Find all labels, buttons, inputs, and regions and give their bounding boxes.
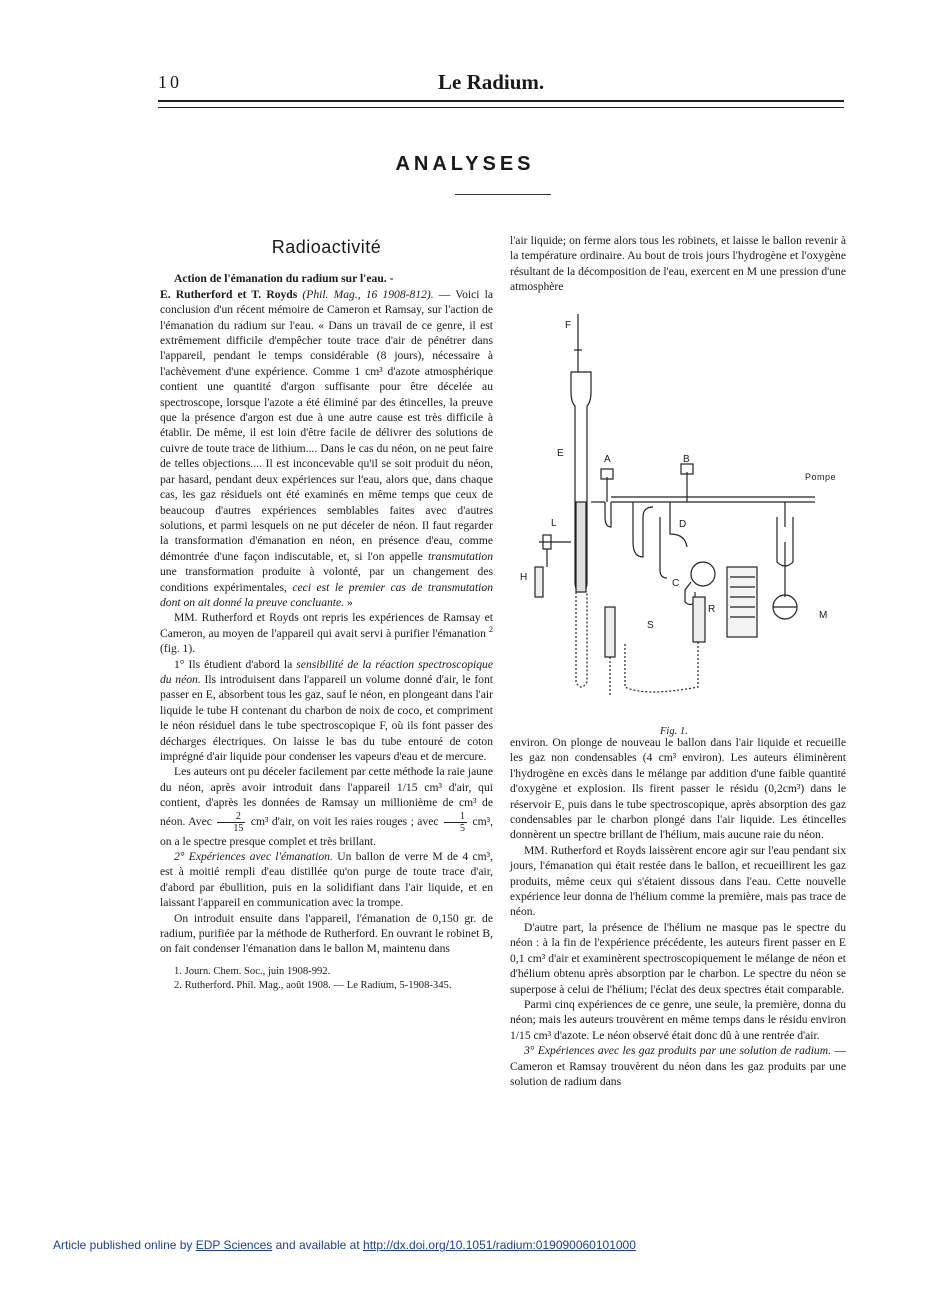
label-D: D (679, 519, 687, 530)
subsection-title: Radioactivité (271, 237, 382, 257)
emphasis-heading: 2° Expériences avec l'émanation. (174, 850, 333, 864)
paragraph-text: — Voici la conclusion d'un récent mémoire de Cameron et Ramsay, sur l'action de l'émanation du radium sur l'eau. « Dans un travail de ce genre, il est extrêmement difficile d'empêcher toute trace d'air de pénétrer dans l'appareil, pendant le temps considérable (8 jours), nécessaire à l'achèvement d'une expérience. Comme 1 cm³ d'azote atmosphérique contient une quantité d'argon suffisante pour être décelée au spectroscope, lorsque l'azote a été éliminé par des étincelles, la preuve que la présence d'argon est due à une autre cause est très difficile à établir. De même, il est loin d'être facile de délivrer des solutions de cuivre de toute trace de lithium.... Dans le cas du néon, on ne peut faire de telles objections.... Il est inconcevable qu'il se soit produit du néon, par hasard, pendant deux expériences sur l'eau, alors que, dans chaque cas, les gaz résiduels ont été examinés en même temps que ceux de beaucoup d'autres expériences semblables faites avec d'autres solutions, et parmi lesquels on ne put déceler de néon. Il faut regarder la transformation d'émanation en néon, en présence d'eau, comme démontrée d'une façon indiscutable, et, si l'on appelle (160, 287, 494, 563)
footer-prefix: Article published online by (53, 1238, 193, 1252)
header-rule (158, 100, 844, 108)
label-pompe: Pompe (805, 472, 837, 482)
footer-middle: and available at (275, 1238, 360, 1252)
emphasis-quote: ceci est le premier cas de transmutation dont on ait donné la preuve concluante. (160, 580, 493, 609)
article-title: Action de l'émanation du radium sur l'eau. - (174, 272, 394, 286)
label-C: C (672, 578, 680, 589)
article-paragraph-5 (160, 849, 493, 911)
apparatus-figure (515, 302, 845, 742)
footnotes (160, 965, 493, 993)
section-divider (455, 194, 551, 195)
label-M: M (819, 610, 828, 621)
doi-link[interactable]: http://dx.doi.org/10.1051/radium:019090060101000 (363, 1238, 636, 1252)
fraction: $\frac{1}{5}$ (444, 811, 467, 834)
label-S: S (647, 620, 654, 631)
emphasis-sensitivity: sensibilité de la réaction spectroscopique du néon. (160, 657, 493, 686)
page-number: 10 (158, 72, 182, 92)
publisher-link[interactable]: EDP Sciences (195, 1238, 273, 1252)
figure-caption: Fig. 1. (660, 726, 688, 737)
article-paragraph-7: l'air liquide; on ferme alors tous les robinets, et laisse le ballon revenir à la température ordinaire. Au bout de trois jours l'hydrogène et l'oxygène résultant de la décomposition de l'eau, exercent en M une pression d'une atmosphère (510, 234, 846, 294)
section-title: ANALYSES (395, 153, 535, 175)
left-column (160, 236, 493, 993)
article-paragraph-1 (160, 271, 493, 610)
article-paragraph-3 (160, 657, 493, 765)
paragraph-text: 1° Ils étudient d'abord la (174, 657, 293, 671)
footnote-1: 1. Journ. Chem. Soc., juin 1908-992. (174, 965, 331, 977)
emphasis-heading: 3° Expériences avec les gaz produits par une solution de radium. (524, 1044, 831, 1058)
label-B: B (683, 454, 690, 465)
right-column-top (510, 233, 846, 295)
paragraph-text: cm³ d'air, on voit les raies rouges ; avec (250, 814, 439, 828)
label-R: R (708, 604, 716, 615)
label-H: H (520, 572, 528, 583)
footnote-2: 2. Rutherford. Phil. Mag., août 1908. — Le Radium, 5-1908-345. (174, 979, 452, 991)
article-paragraph-12 (510, 1043, 846, 1089)
paragraph-text: Ils introduisent dans l'appareil un volume donné d'air, le font passer en E, absorbent tous les gaz, sauf le néon, en plongeant dans l'air liquide le tube H contenant du charbon de noix de coco, et compriment le néon résiduel dans le tube spectroscopique F, où ils font passer des décharges électriques. On laisse le bas du tube entouré de coton imprégné d'air liquide pour condenser les vapeurs d'eau et de mercure. (160, 672, 493, 763)
paragraph-text: Un ballon de verre M de 4 cm³, est à moitié rempli d'eau distillée qu'on purge de toute trace d'air, d'abord par ébullition, puis en la solidifiant dans l'air liquide, et en laissant l'appareil en communication avec la trompe. (160, 850, 494, 910)
article-paragraph-9: MM. Rutherford et Royds laissèrent encore agir sur l'eau pendant six jours, l'émanation qui était restée dans le ballon, et recueillirent les gaz produits, même ceux qui s'étaient dissous dans l'eau. Cette nouvelle expérience leur donna de l'hélium comme la première, mais pas trace de néon. (510, 843, 846, 919)
running-header (158, 70, 844, 98)
label-L: L (551, 518, 557, 529)
apparatus-diagram (515, 302, 845, 722)
article-paragraph-4 (160, 764, 493, 849)
paragraph-text: MM. Rutherford et Royds ont repris les expériences de Ramsay et Cameron, au moyen de l'appareil qui avait servi à purifier l'émanation (160, 611, 493, 640)
paragraph-text: une transformation produite à volonté, par un changement des conditions expérimentales, (160, 565, 493, 594)
article-paragraph-6: On introduit ensuite dans l'appareil, l'émanation de 0,150 gr. de radium, purifiée par la méthode de Rutherford. En ouvrant le robinet B, on fait condenser l'émanation dans le ballon M, maintenu dans (160, 911, 493, 956)
article-authors: E. Rutherford et T. Royds (160, 287, 298, 301)
fraction: $\frac{2}{15}$ (217, 811, 245, 834)
paragraph-text: cm³, on a le spectre presque complet et très brillant. (160, 814, 493, 848)
footnote-ref: 2 (489, 624, 493, 634)
article-paragraph-8: environ. On plonge de nouveau le ballon dans l'air liquide et recueille les gaz non condensables (4 cm³ environ). Les auteurs éliminèrent l'hydrogène en excès dans le mélange par addition d'une faible quantité d'oxygène et explosion. Ils firent passer le résidu (0,2cm³) dans le réservoir E, puis dans le tube spectroscopique, après absorption des gaz condensables par le charbon plongé dans l'air liquide. Les étincelles donnèrent un spectre brillant de l'hélium, mais aucune raie du néon. (510, 736, 846, 842)
paragraph-text: Les auteurs ont pu déceler facilement par cette méthode la raie jaune du néon, après avoir introduit dans l'appareil 1/15 cm³ d'air, qui contient, d'après les données de Ramsay un millionième de cm³ de néon. Avec (160, 765, 493, 828)
publication-footer (53, 1238, 636, 1252)
emphasis-transmutation: transmutation (427, 549, 493, 563)
figure-reference: (fig. 1). (160, 642, 196, 656)
paragraph-text: — Cameron et Ramsay trouvèrent du néon dans les gaz produits par une solution de radium dans (510, 1044, 846, 1088)
journal-title: Le Radium. (438, 70, 545, 94)
article-paragraph-10: D'autre part, la présence de l'hélium ne masque pas le spectre du néon : à la fin de l'expérience précédente, les auteurs firent passer en E 0,1 cm³ d'air et examinèrent spectroscopiquement le mélange de néon et d'hélium obtenu après absorption par le charbon. Le spectre du néon se superpose à celui de l'hélium; l'éclat des deux spectres était comparable. (510, 920, 846, 996)
right-column-bottom (510, 735, 846, 1089)
article-paragraph-11: Parmi cinq expériences de ce genre, une seule, la première, donna du néon; mais les auteurs trouvèrent en même temps dans le résidu environ 1/15 cm³ d'azote. Le néon observé était donc dû à une rentrée d'air. (510, 997, 846, 1042)
label-F: F (565, 320, 572, 331)
label-E: E (557, 448, 564, 459)
article-paragraph-2 (160, 610, 493, 656)
article-citation: (Phil. Mag., 16 1908-812). (302, 287, 434, 301)
label-A: A (604, 454, 611, 465)
quote-close: » (346, 595, 353, 609)
